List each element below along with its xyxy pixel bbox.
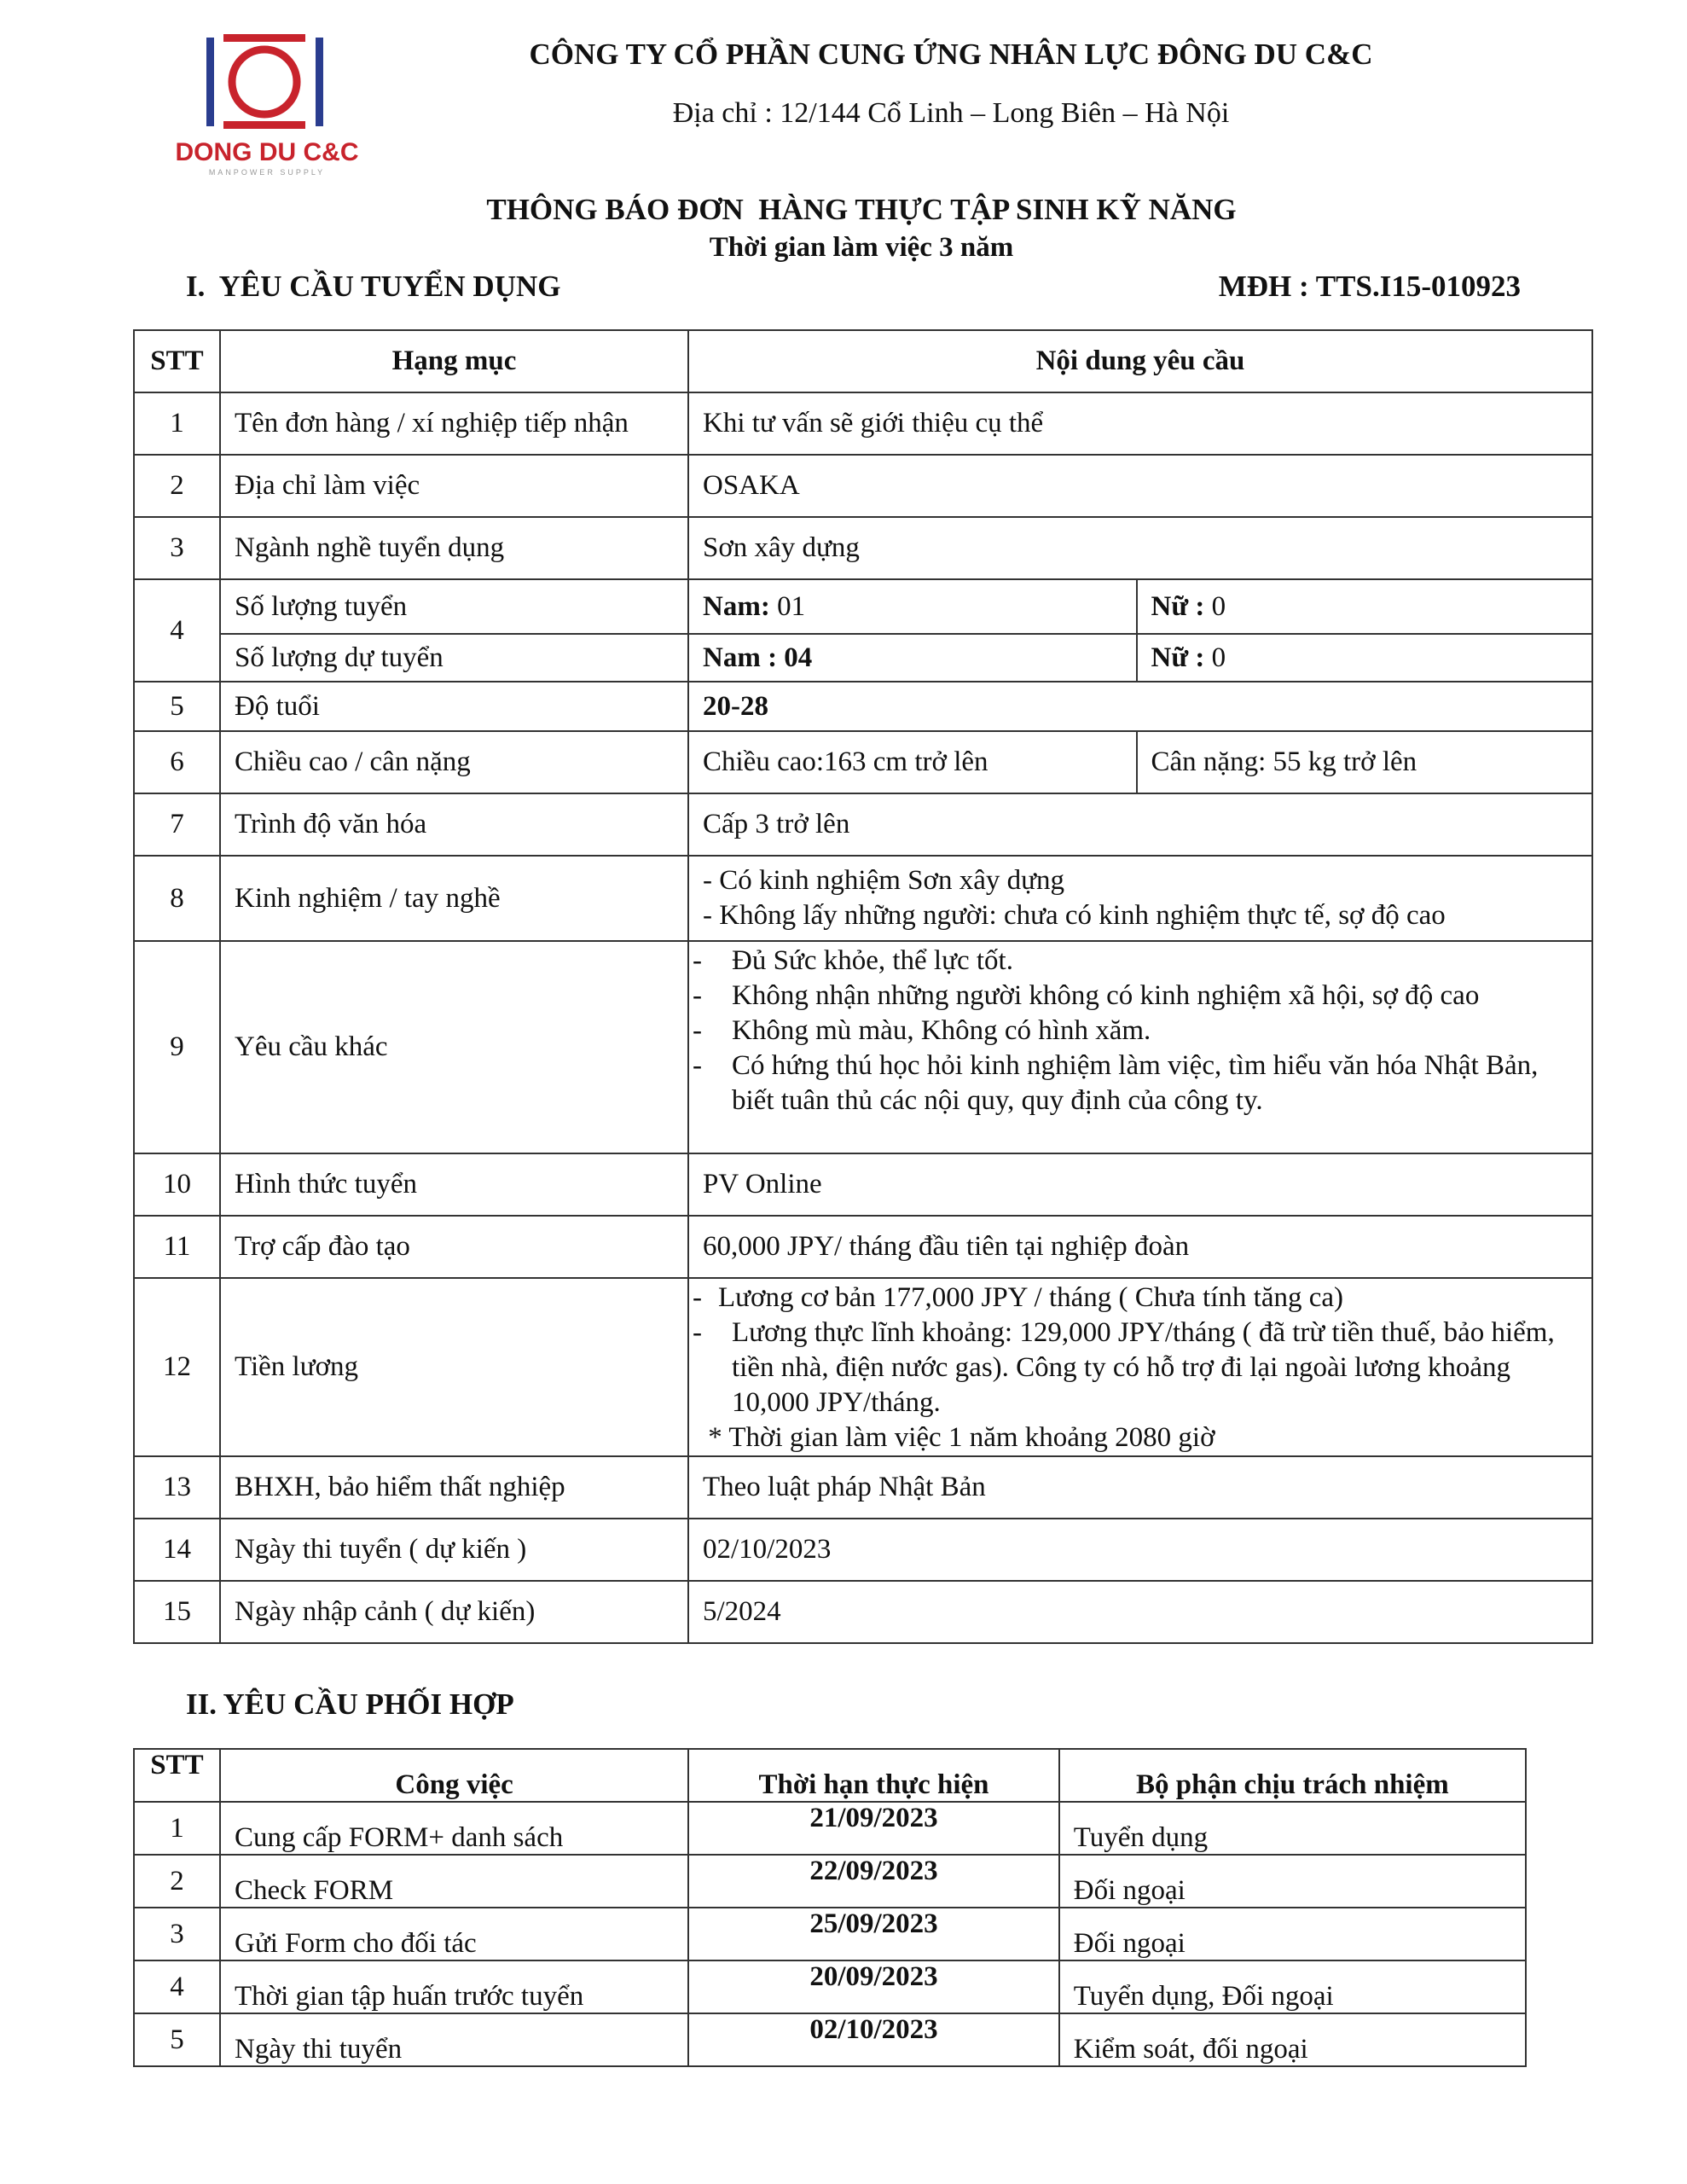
row-label: BHXH, bảo hiểm thất nghiệp [220,1456,688,1519]
table-row [134,392,1592,455]
recruitment-requirements-table [133,329,1593,1644]
salary-list [693,1281,1578,1420]
header-stt: STT [134,330,220,392]
row-stt: 6 [134,731,220,793]
female-candidates [1137,634,1592,682]
row-task: Thời gian tập huấn trước tuyển [220,1960,688,2013]
header-content: Nội dung yêu cầu [688,330,1592,392]
salary-details [688,1278,1592,1456]
experience-line: - Không lấy những người: chưa có kinh nghiệm thực tế, sợ độ cao [703,900,1446,931]
row-label: Địa chỉ làm việc [220,455,688,517]
row-value: 5/2024 [688,1581,1592,1643]
table-row [134,793,1592,856]
row-stt: 14 [134,1519,220,1581]
female-label: Nữ : [1151,590,1205,622]
document-subtitle: Thời gian làm việc 3 năm [709,232,1014,263]
requirements-list [693,944,1578,1118]
header-department: Bộ phận chịu trách nhiệm [1059,1749,1526,1802]
row-department: Kiểm soát, đối ngoại [1059,2013,1526,2066]
row-deadline: 02/10/2023 [688,2013,1058,2066]
row-stt: 13 [134,1456,220,1519]
table-row [134,1153,1592,1216]
row-label: Tên đơn hàng / xí nghiệp tiếp nhận [220,392,688,455]
table-row [134,941,1592,1153]
other-requirements [688,941,1592,1153]
row-label: Yêu cầu khác [220,941,688,1153]
row-stt: 5 [134,2013,220,2066]
row-value: Khi tư vấn sẽ giới thiệu cụ thể [688,392,1592,455]
male-candidates: Nam : 04 [688,634,1137,682]
row-task: Gửi Form cho đối tác [220,1908,688,1960]
section-heading-coordination: II. YÊU CẦU PHỐI HỢP [186,1687,514,1721]
row-task: Cung cấp FORM+ danh sách [220,1802,688,1855]
row-label: Số lượng tuyển [220,579,688,634]
list-item: - Đủ Sức khỏe, thể lực tốt. [693,944,1578,979]
list-item: - Không nhận những người không có kinh nghiệm xã hội, sợ độ cao [693,979,1578,1014]
working-hours-note: * Thời gian làm việc 1 năm khoảng 2080 giờ [701,1421,1215,1453]
table-row [134,1278,1592,1456]
table-row [134,517,1592,579]
row-label: Kinh nghiệm / tay nghề [220,856,688,941]
row-value: Sơn xây dựng [688,517,1592,579]
row-label: Ngày thi tuyển ( dự kiến ) [220,1519,688,1581]
male-value: 01 [769,590,806,622]
row-deadline: 22/09/2023 [688,1855,1058,1908]
row-task: Check FORM [220,1855,688,1908]
table-header-row [134,1749,1526,1802]
row-stt: 8 [134,856,220,941]
logo-tagline: MANPOWER SUPPLY [208,168,326,177]
female-quota [1137,579,1592,634]
table-row [134,682,1592,731]
row-label: Ngày nhập cảnh ( dự kiến) [220,1581,688,1643]
list-item: - Lương cơ bản 177,000 JPY / tháng ( Chưa tính tăng ca) [693,1281,1578,1316]
document-title: THÔNG BÁO ĐƠN HÀNG THỰC TẬP SINH KỸ NĂNG [486,193,1237,226]
row-department: Tuyển dụng [1059,1802,1526,1855]
female-label: Nữ : [1151,642,1205,673]
list-item: - Lương thực lĩnh khoảng: 129,000 JPY/tháng ( đã trừ tiền thuế, bảo hiểm, tiền nhà, điện nước gas). Công ty có hỗ trợ đi lại ngoài lương khoảng 10,000 JPY/tháng. [693,1316,1578,1420]
company-logo [171,32,367,177]
row-stt: 9 [134,941,220,1153]
row-label: Số lượng dự tuyển [220,634,688,682]
male-quota [688,579,1137,634]
row-value: PV Online [688,1153,1592,1216]
female-value: 0 [1204,590,1226,622]
row-value: 60,000 JPY/ tháng đầu tiên tại nghiệp đoàn [688,1216,1592,1278]
row-department: Đối ngoại [1059,1855,1526,1908]
row-label: Độ tuổi [220,682,688,731]
row-stt: 1 [134,1802,220,1855]
header-deadline: Thời hạn thực hiện [688,1749,1058,1802]
row-stt: 3 [134,517,220,579]
height-requirement: Chiều cao:163 cm trở lên [688,731,1137,793]
row-stt: 2 [134,1855,220,1908]
row-stt: 1 [134,392,220,455]
row-deadline: 20/09/2023 [688,1960,1058,2013]
row-deadline: 21/09/2023 [688,1802,1058,1855]
table-row [134,634,1592,682]
table-row [134,2013,1526,2066]
list-item: - Không mù màu, Không có hình xăm. [693,1014,1578,1048]
experience-line: - Có kinh nghiệm Sơn xây dựng [703,864,1064,896]
row-stt: 5 [134,682,220,731]
row-label: Hình thức tuyển [220,1153,688,1216]
table-row [134,1802,1526,1855]
table-row [134,1908,1526,1960]
row-deadline: 25/09/2023 [688,1908,1058,1960]
experience-requirements [688,856,1592,941]
row-label: Ngành nghề tuyển dụng [220,517,688,579]
company-name: CÔNG TY CỔ PHẦN CUNG ỨNG NHÂN LỰC ĐÔNG DU C&C [529,38,1373,71]
row-stt: 11 [134,1216,220,1278]
table-row [134,731,1592,793]
row-task: Ngày thi tuyển [220,2013,688,2066]
company-address: Địa chỉ : 12/144 Cổ Linh – Long Biên – Hà Nội [672,97,1230,129]
table-row [134,856,1592,941]
row-stt: 12 [134,1278,220,1456]
row-value: 20-28 [688,682,1592,731]
section-heading-recruitment: I. YÊU CẦU TUYỂN DỤNG [186,270,561,303]
table-row [134,1216,1592,1278]
row-value: Theo luật pháp Nhật Bản [688,1456,1592,1519]
header-category: Hạng mục [220,330,688,392]
row-label: Chiều cao / cân nặng [220,731,688,793]
table-row [134,1456,1592,1519]
weight-requirement: Cân nặng: 55 kg trở lên [1137,731,1592,793]
table-row [134,1960,1526,2013]
header-task: Công việc [220,1749,688,1802]
row-label: Trợ cấp đào tạo [220,1216,688,1278]
row-stt: 2 [134,455,220,517]
row-stt: 15 [134,1581,220,1643]
header-stt: STT [134,1749,220,1802]
table-row [134,1519,1592,1581]
female-value: 0 [1204,642,1226,673]
table-row [134,1581,1592,1643]
row-stt: 10 [134,1153,220,1216]
order-code: MĐH : TTS.I15-010923 [1218,270,1521,303]
coordination-table [133,1748,1527,2067]
table-row [134,1855,1526,1908]
row-stt: 4 [134,1960,220,2013]
male-label: Nam: [703,590,770,622]
row-department: Đối ngoại [1059,1908,1526,1960]
row-label: Tiền lương [220,1278,688,1456]
row-department: Tuyển dụng, Đối ngoại [1059,1960,1526,2013]
row-stt: 7 [134,793,220,856]
table-row [134,579,1592,634]
logo-text: DONG DU C&C [175,138,359,166]
list-item: - Có hứng thú học hỏi kinh nghiệm làm việc, tìm hiểu văn hóa Nhật Bản, biết tuân thủ các nội quy, quy định của công ty. [693,1048,1578,1118]
row-value: OSAKA [688,455,1592,517]
row-value: Cấp 3 trở lên [688,793,1592,856]
row-stt: 3 [134,1908,220,1960]
table-row [134,455,1592,517]
row-label: Trình độ văn hóa [220,793,688,856]
table-header-row [134,330,1592,392]
row-stt: 4 [134,579,220,682]
row-value: 02/10/2023 [688,1519,1592,1581]
